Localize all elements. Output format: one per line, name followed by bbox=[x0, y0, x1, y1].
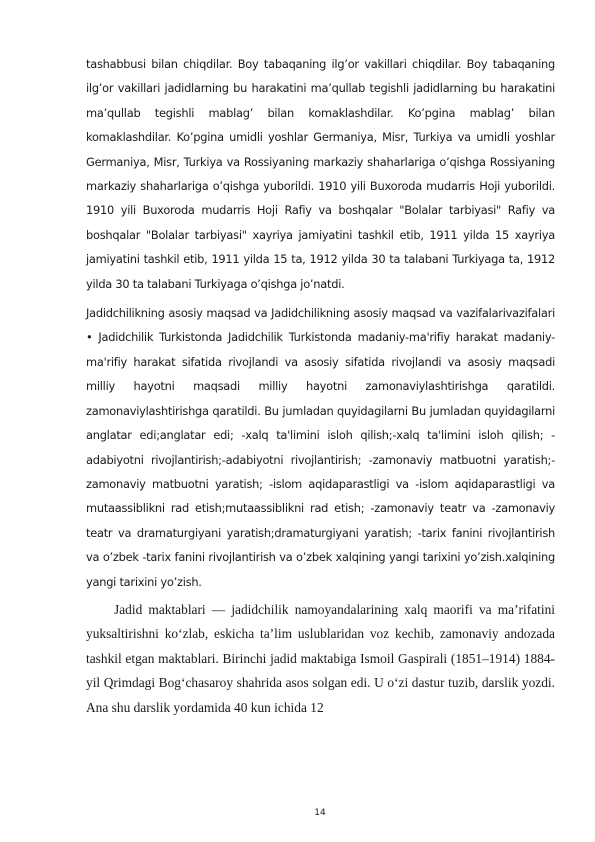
paragraph-jadidism-goals: Jadidchilikning asosiy maqsad va Jadidchilikning asosiy maqsad va vazifalarivazifalari • Jadidchilik Turkistonda Jadidchilik Turkistonda madaniy-ma'rifiy harakat madaniy-ma'rifiy harakat sifatida rivojlandi va asosiy sifatida rivojlandi va asosiy maqsadi milliy hayotni maqsadi milliy hayotni zamonaviylashtirishga qaratildi. zamonaviylashtirishga qaratildi. Bu jumladan quyidagilarni Bu jumladan quyidagilarni anglatar edi;anglatar edi; -xalq ta'limini isloh qilish;-xalq ta'limini isloh qilish; -adabiyotni rivojlantirish;-adabiyotni rivojlantirish; -zamonaviy matbuotni yaratish;-zamonaviy matbuotni yaratish; -islom aqidaparastligi va -islom aqidaparastligi va mutaassiblikni rad etish;mutaassiblikni rad etish; -zamonaviy teatr va -zamonaviy teatr va dramaturgiyani yaratish;dramaturgiyani yaratish; -tarix fanini rivojlantirish va o’zbek -tarix fanini rivojlantirish va o’zbek xalqining yangi tarixini yo’zish.xalqining yangi tarixini yo’zish. bbox=[86, 306, 555, 589]
document-page bbox=[86, 52, 555, 720]
paragraph-students-abroad: tashabbusi bilan chiqdilar. Boy tabaqaning ilg’or vakillari chiqdilar. Boy tabaqaning ilg’or vakillari jadidlarning bu harakatini ma’qullab tegishli jadidlarning bu harakatini ma’qullab tegishli mablag’ bilan komaklashdilar. Ko’pgina mablag’ bilan komaklashdilar. Ko’pgina umidli yoshlar Germaniya, Misr, Turkiya va umidli yoshlar Germaniya, Misr, Turkiya va Rossiyaning markaziy shaharlariga o’qishga Rossiyaning markaziy shaharlariga o’qishga yuborildi. 1910 yili Buxoroda mudarris Hoji yuborildi. 1910 yili Buxoroda mudarris Hoji Rafiy va boshqalar "Bolalar tarbiyasi" Rafiy va boshqalar "Bolalar tarbiyasi" xayriya jamiyatini tashkil etib, 1911 yilda 15 xayriya jamiyatini tashkil etib, 1911 yilda 15 ta, 1912 yilda 30 ta talabani Turkiyaga ta, 1912 yilda 30 ta talabani Turkiyaga o’qishga jo’natdi. bbox=[86, 57, 555, 291]
paragraph-jadid-schools: Jadid maktablari — jadidchilik namoyandalarining xalq maorifi va maʼrifatini yuksaltirishni koʻzlab, eskicha taʼlim uslublaridan voz kechib, zamonaviy andozada tashkil etgan maktablari. Birinchi jadid maktabiga Ismoil Gaspirali (1851–1914) 1884-yil Qrimdagi Bogʻchasaroy shahrida asos solgan edi. U oʻzi dastur tuzib, darslik yozdi. Ana shu darslik yordamida 40 kun ichida 12 bbox=[86, 601, 555, 715]
page-number: 14 bbox=[314, 808, 326, 818]
